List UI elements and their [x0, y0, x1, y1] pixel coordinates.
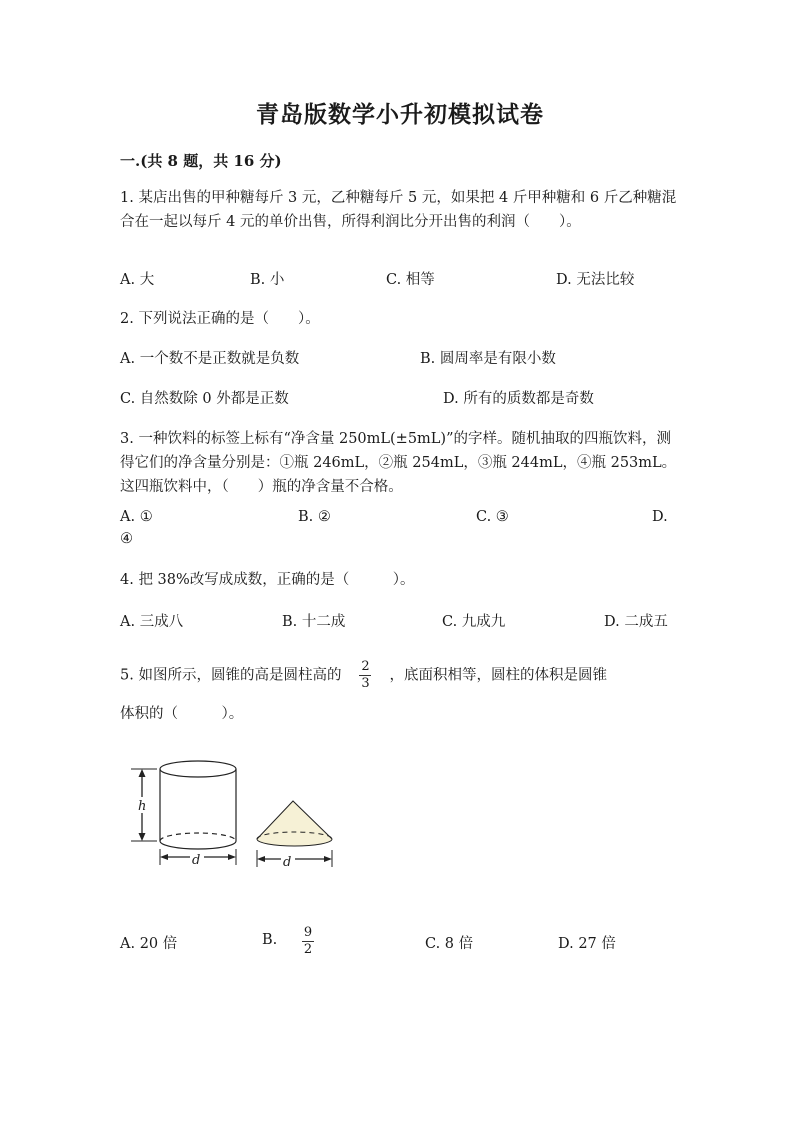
q5-fraction-denominator: 3 [361, 676, 370, 691]
page-title: 青岛版数学小升初模拟试卷 [256, 101, 544, 128]
q5-text-after: ，底面积相等，圆柱的体积是圆锥 [389, 667, 607, 684]
cone-shape [257, 801, 332, 846]
q5-fraction-numerator: 2 [361, 659, 370, 674]
q5-fraction [359, 660, 371, 691]
q3-option-d[interactable]: D. [652, 509, 668, 525]
question-5-line1 [120, 660, 720, 691]
q3-option-a[interactable]: A. ① [120, 509, 153, 525]
q2-option-b[interactable]: B. 圆周率是有限小数 [420, 351, 556, 367]
q4-option-d[interactable]: D. 二成五 [604, 614, 668, 630]
q4-option-a[interactable]: A. 三成八 [120, 614, 184, 630]
q5-option-b-numerator: 9 [303, 925, 313, 940]
section-heading: 一.(共 8 题，共 16 分) [120, 152, 282, 170]
q5-option-b-fraction[interactable] [296, 926, 320, 957]
question-1-text: 1. 某店出售的甲种糖每斤 3 元，乙种糖每斤 5 元，如果把 4 斤甲种糖和 6 斤乙种糖混合在一起以每斤 4 元的单价出售，所得利润比分开出售的利润（ ）。 [120, 190, 677, 230]
q2-option-d[interactable]: D. 所有的质数都是奇数 [443, 391, 594, 407]
cylinder-shape [160, 761, 236, 849]
q4-option-c[interactable]: C. 九成九 [442, 614, 506, 630]
cylinder-diameter-arrow [160, 849, 236, 868]
q3-option-b[interactable]: B. ② [298, 509, 331, 525]
question-4-text: 4. 把 38%改写成成数，正确的是（ ）。 [120, 572, 415, 588]
height-arrow [131, 769, 157, 841]
q5-option-b-frac [302, 926, 314, 957]
cone-diameter-arrow [257, 850, 332, 870]
q3-option-d-value[interactable]: ④ [120, 531, 133, 547]
q1-option-b[interactable]: B. 小 [250, 272, 285, 288]
q5-option-b-denominator: 2 [303, 942, 313, 957]
q3-option-c[interactable]: C. ③ [476, 509, 509, 525]
q5-option-c[interactable]: C. 8 倍 [425, 936, 474, 952]
cylinder-cone-figure [125, 755, 345, 880]
height-label: h [138, 799, 147, 814]
q5-option-b[interactable]: B. [262, 932, 278, 948]
q5-text-before: 5. 如图所示，圆锥的高是圆柱高的 [120, 667, 342, 684]
question-2-text: 2. 下列说法正确的是（ ）。 [120, 311, 320, 327]
q1-option-d[interactable]: D. 无法比较 [556, 272, 635, 288]
q5-option-d[interactable]: D. 27 倍 [558, 936, 616, 952]
q2-option-c[interactable]: C. 自然数除 0 外都是正数 [120, 391, 289, 407]
question-3-text: 3. 一种饮料的标签上标有“净含量 250mL(±5mL)”的字样。随机抽取的四瓶饮料，测得它们的净含量分别是：①瓶 246mL，②瓶 254mL，③瓶 244mL，④瓶 253mL。这四瓶饮料中，（ ）瓶的净含量不合格。 [120, 431, 677, 495]
cylinder-diameter-label: d [192, 853, 201, 868]
q5-option-a[interactable]: A. 20 倍 [120, 936, 178, 952]
q4-option-b[interactable]: B. 十二成 [282, 614, 346, 630]
q1-option-c[interactable]: C. 相等 [386, 272, 435, 288]
q2-option-a[interactable]: A. 一个数不是正数就是负数 [120, 351, 300, 367]
cone-diameter-label: d [283, 855, 292, 870]
question-5-line2: 体积的（ ）。 [120, 706, 244, 722]
q1-option-a[interactable]: A. 大 [120, 272, 155, 288]
